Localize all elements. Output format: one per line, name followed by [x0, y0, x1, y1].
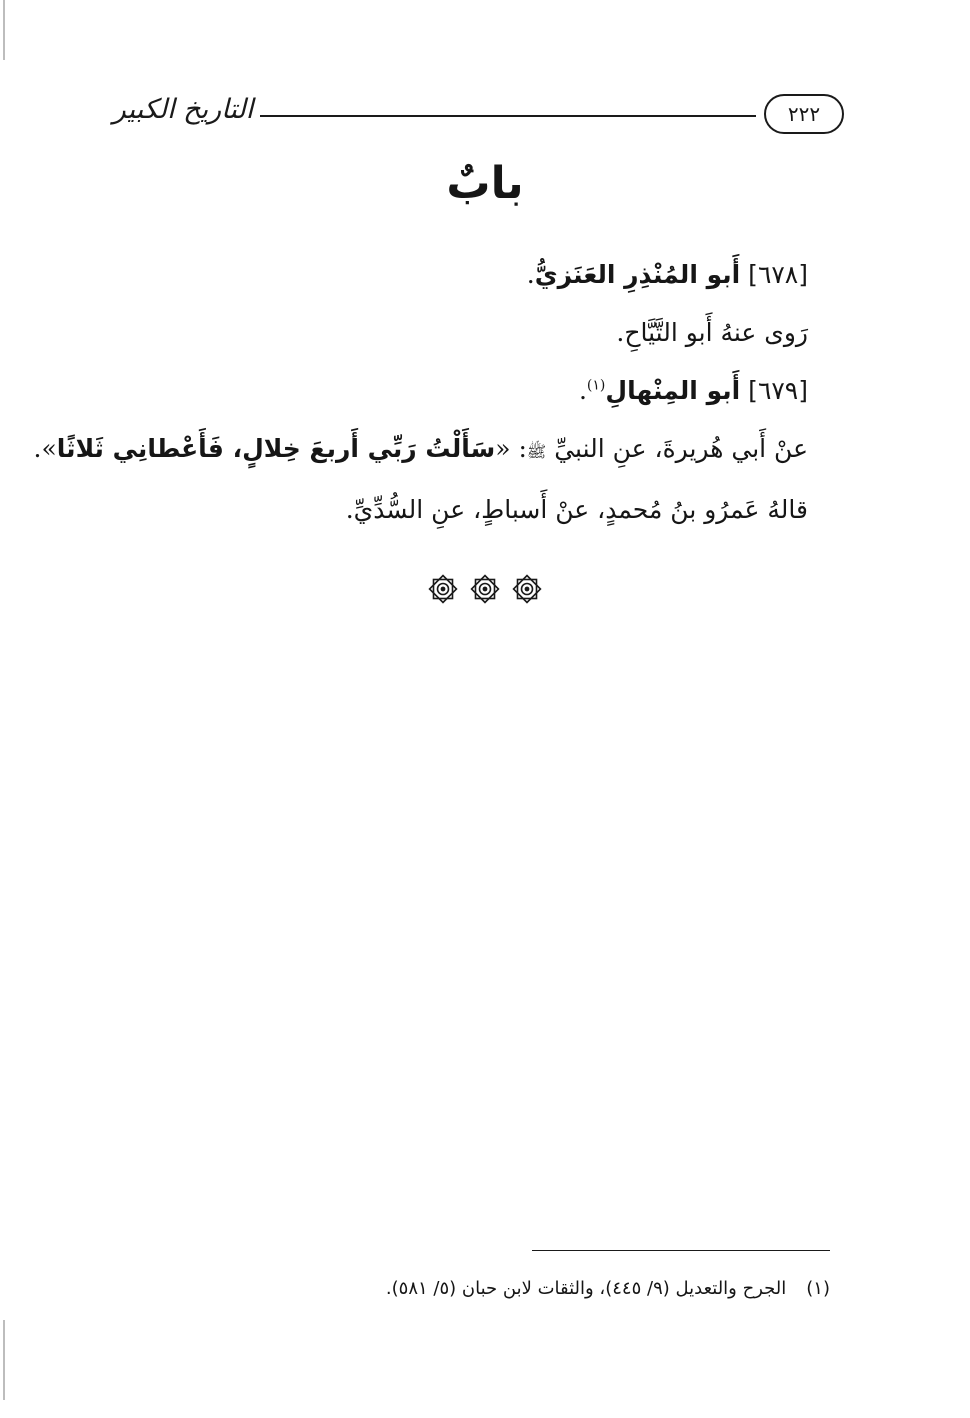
rosette-icon	[512, 574, 542, 604]
hadith-text	[33, 420, 808, 481]
entry-number: [٦٧٩]	[748, 376, 808, 405]
isnad-text: عنْ أَبي هُريرةَ، عنِ النبيِّ	[554, 434, 808, 463]
entry-punctuation: .	[526, 260, 535, 289]
footnote-marker: (١)	[806, 1278, 830, 1299]
section-ornaments	[0, 574, 970, 604]
narrator-name: أَبو المِنْهالِ	[605, 376, 741, 405]
scan-edge-mark	[3, 1320, 5, 1400]
attribution-line: قالهُ عَمرُو بنُ مُحمدٍ، عنْ أَسباطٍ، عنِ السُّدِّيِّ.	[345, 495, 808, 524]
quote-close: ».	[33, 434, 57, 463]
entry-number: [٦٧٨]	[748, 260, 808, 289]
running-header	[108, 92, 844, 142]
rosette-icon	[470, 574, 500, 604]
rosette-icon	[428, 574, 458, 604]
entry-678-detail: رَوى عنهُ أَبو التَّيَّاحِ.	[616, 318, 808, 347]
body-text	[33, 246, 808, 539]
footnote-reference: (١)	[586, 377, 606, 394]
page-number: ٢٢٢	[764, 94, 844, 134]
honorific-glyph: ﷺ	[526, 442, 547, 461]
book-title: التاريخ الكبير	[112, 94, 254, 125]
footnote-separator	[532, 1250, 830, 1251]
entry-punctuation: .	[578, 376, 587, 405]
entry-678	[118, 246, 808, 304]
quote-open: : «	[495, 434, 527, 463]
header-rule	[260, 115, 756, 117]
scan-edge-mark	[3, 0, 5, 60]
chapter-heading: بابٌ	[446, 158, 524, 209]
footnote-1	[130, 1274, 830, 1304]
entry-679	[118, 362, 808, 420]
footnote-text: الجرح والتعديل (٩/ ٤٤٥)، والثقات لابن حبان (٥/ ٥٨١).	[385, 1278, 787, 1299]
hadith-quote: سَأَلْتُ رَبِّي أَربعَ خِلالٍ، فَأَعْطانِي ثَلاثًا	[56, 434, 496, 463]
narrator-name: أَبو المُنْذِرِ العَنَزيُّ	[534, 260, 741, 289]
